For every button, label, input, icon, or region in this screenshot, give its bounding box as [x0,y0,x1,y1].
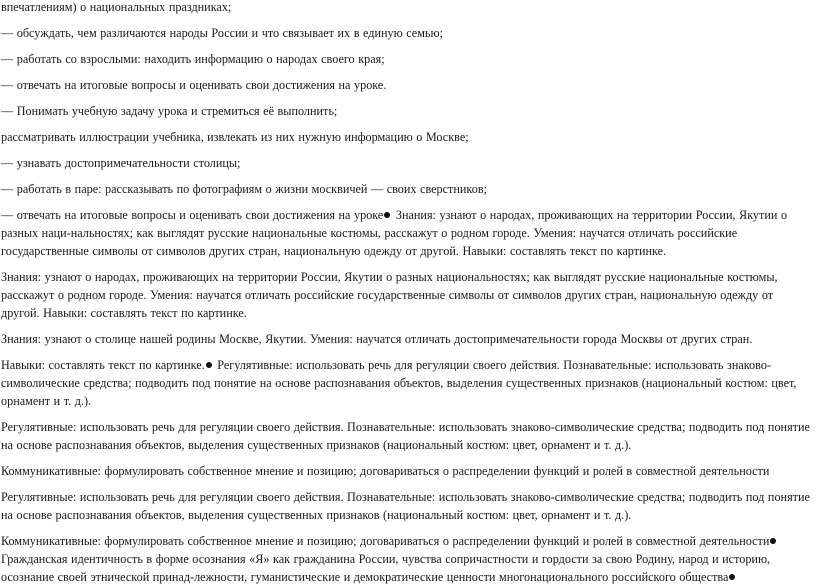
text-line-4: — Понимать учебную задачу урока и стремиться её выполнить; [1,104,338,118]
bullet-icon [384,212,390,218]
text-line-7: — работать в паре: рассказывать по фотографиям о жизни москвичей — своих сверстников; [1,182,487,196]
bullet-icon [729,574,735,580]
paragraph-11-part-a: Навыки: составлять текст по картинке. [1,358,205,372]
paragraph-8 [1,206,813,260]
text-line-3: — отвечать на итоговые вопросы и оценивать свои достижения на уроке. [1,78,387,92]
paragraph-15 [1,532,813,586]
paragraph-15-part-b: Гражданская идентичность в форме осознания «Я» как гражданина России, чувства сопричастности и гордости за свою Родину, народ и историю, осознание своей этнической принад-лежности, гуманистические и демократические ценности многонационального российского общества [1,552,771,584]
text-line-5: рассматривать иллюстрации учебника, извлекать из них нужную информацию о Москве; [1,130,469,144]
paragraph-13: Коммуникативные: формулировать собственное мнение и позицию; договариваться о распределении функций и ролей в совместной деятельности [1,464,770,478]
text-line-0: впечатлениям) о национальных праздниках; [1,0,232,14]
paragraph-14: Регулятивные: использовать речь для регуляции своего действия. Познавательные: использовать знаково-символические средства; подводить под понятие на основе распознавания объектов, выделения существенных признаков (национальный костюм: цвет, орнамент и т. д.). [1,490,810,522]
paragraph-11 [1,356,813,410]
paragraph-8-part-a: — отвечать на итоговые вопросы и оценивать свои достижения на уроке [1,208,384,222]
paragraph-10: Знания: узнают о столице нашей родины Москве, Якутии. Умения: научатся отличать достопримечательности города Москвы от других стран. [1,332,753,346]
bullet-icon [206,362,212,368]
paragraph-9: Знания: узнают о народах, проживающих на территории России, Якутии о разных национальностях; как выглядят русские национальные костюмы, расскажут о родном городе. Умения: научатся отличать российские государственные символы от символов других стран, национальную одежду от другой. Навыки: составлять текст по картинке. [1,270,778,320]
paragraph-11-part-b: Регулятивные: использовать речь для регуляции своего действия. Познавательные: использовать знаково-символические средства; подводить под понятие на основе распознавания объектов, выделения существенных признаков (национальный костюм: цвет, орнамент и т. д.). [1,358,797,408]
document-body [1,0,813,586]
paragraph-8-part-b: Знания: узнают о народах, проживающих на территории России, Якутии о разных наци-нальностях; как выглядят русские национальные костюмы, расскажут о родном городе. Умения: научатся отличать российские государственные символы от символов других стран, национальную одежду от другой. Навыки: составлять текст по картинке. [1,208,788,258]
bullet-icon [770,538,776,544]
text-line-6: — узнавать достопримечательности столицы; [1,156,241,170]
text-line-2: — работать со взрослыми: находить информацию о народах своего края; [1,52,385,66]
text-line-1: — обсуждать, чем различаются народы России и что связывает их в единую семью; [1,26,443,40]
paragraph-15-part-a: Коммуникативные: формулировать собственное мнение и позицию; договариваться о распределении функций и ролей в совместной деятельности [1,534,770,548]
paragraph-12: Регулятивные: использовать речь для регуляции своего действия. Познавательные: использовать знаково-символические средства; подводить под понятие на основе распознавания объектов, выделения существенных признаков (национальный костюм: цвет, орнамент и т. д.). [1,420,810,452]
